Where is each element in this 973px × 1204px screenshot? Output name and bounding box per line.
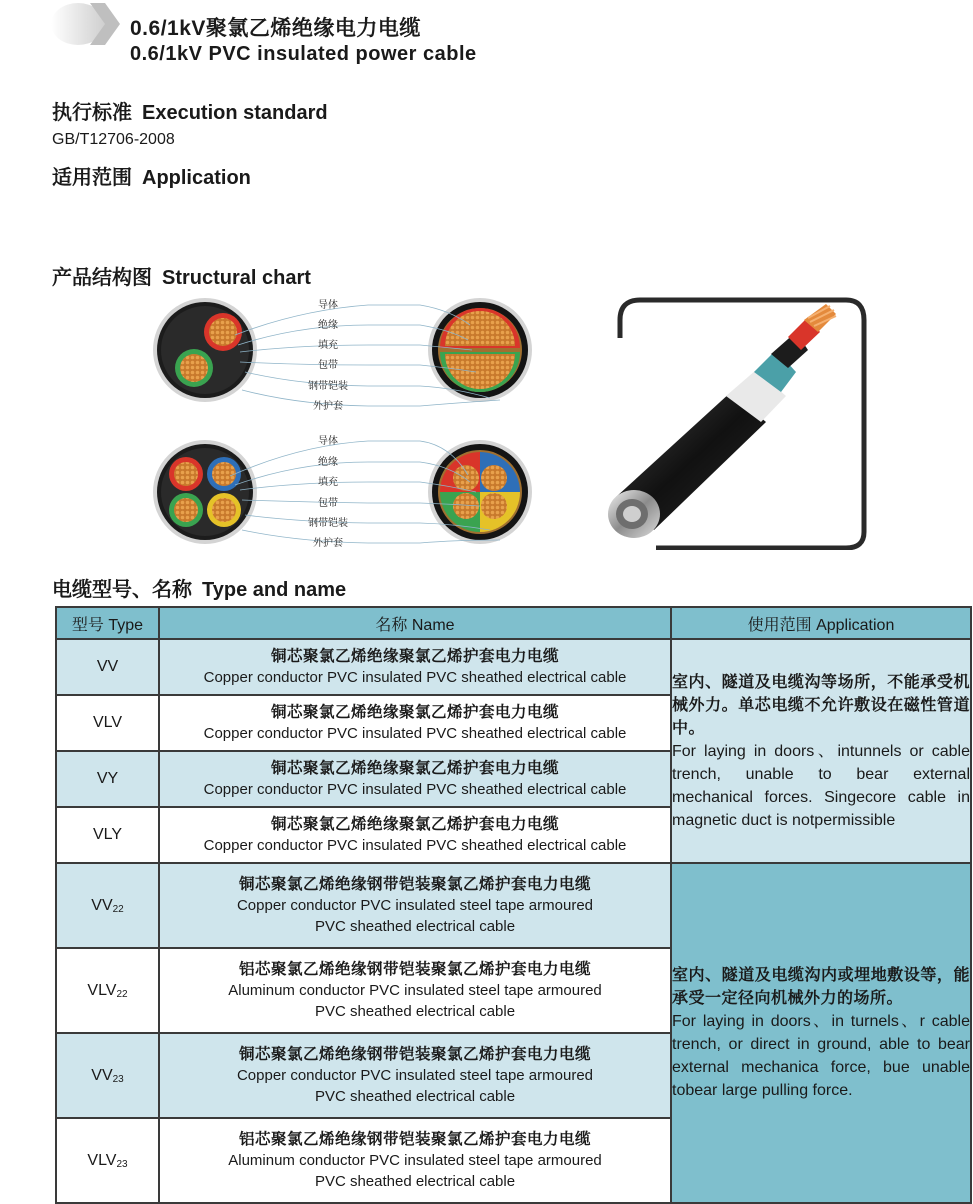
execution-standard-en: Execution standard [142, 102, 328, 124]
label-bottom-filler: 填充 [318, 477, 338, 488]
title-block [50, 2, 510, 66]
four-core-section-left [153, 440, 257, 544]
application-cn: 适用范围 [52, 167, 132, 189]
table-row [56, 639, 971, 695]
table-row [56, 863, 971, 948]
name-cell [159, 639, 671, 695]
name-en: Copper conductor PVC insulated steel tape armoured PVC sheathed electrical cable [236, 1067, 594, 1105]
name-cn: 铜芯聚氯乙烯绝缘钢带铠装聚氯乙烯护套电力电缆 [238, 876, 591, 893]
application-en: Application [142, 167, 251, 189]
application-cell-group2 [671, 863, 971, 1203]
title-badge-icon [50, 2, 125, 50]
structural-chart-cn: 产品结构图 [52, 267, 152, 289]
name-en: Copper conductor PVC insulated PVC sheathed electrical cable [203, 781, 627, 798]
title-cn: 0.6/1kV聚氯乙烯绝缘电力电缆 [130, 17, 421, 40]
label-top-armour: 钢带铠装 [308, 381, 348, 392]
type-cell [56, 1033, 159, 1118]
application-heading [52, 161, 251, 190]
name-en: Copper conductor PVC insulated PVC sheathed electrical cable [203, 837, 627, 854]
type-cell [56, 807, 159, 863]
name-cn: 铜芯聚氯乙烯绝缘钢带铠装聚氯乙烯护套电力电缆 [238, 1046, 591, 1063]
name-en: Copper conductor PVC insulated PVC sheathed electrical cable [203, 725, 627, 742]
name-cell [159, 1118, 671, 1203]
type-subscript: 23 [116, 1158, 128, 1170]
name-en: Copper conductor PVC insulated PVC sheathed electrical cable [203, 669, 627, 686]
label-bottom-conductor: 导体 [318, 436, 338, 447]
header-name: 名称 Name [159, 607, 671, 639]
name-cell [159, 695, 671, 751]
name-en: Copper conductor PVC insulated steel tape armoured PVC sheathed electrical cable [236, 897, 594, 935]
cable-spec-table [55, 606, 972, 1204]
name-cn: 铝芯聚氯乙烯绝缘钢带铠装聚氯乙烯护套电力电缆 [238, 1131, 591, 1148]
type-code: VLV [92, 714, 123, 731]
name-cn: 铜芯聚氯乙烯绝缘聚氯乙烯护套电力电缆 [270, 648, 559, 665]
table-header-row [56, 607, 971, 639]
type-cell [56, 948, 159, 1033]
type-cell [56, 863, 159, 948]
application-group2-en: For laying in doors、in turnels、r cable trench, or direct in ground, able to bear external mechanica force, bue unable tobear large pulling force. [672, 1013, 970, 1099]
name-cell [159, 1033, 671, 1118]
label-top-conductor: 导体 [318, 300, 338, 311]
type-cell [56, 695, 159, 751]
type-cell [56, 751, 159, 807]
type-code: VLV [87, 981, 117, 999]
name-cn: 铜芯聚氯乙烯绝缘聚氯乙烯护套电力电缆 [270, 760, 559, 777]
structural-chart-en: Structural chart [162, 267, 311, 289]
cable-photo [596, 292, 868, 550]
cable-cross-section-diagram [150, 290, 570, 555]
cable-body [608, 304, 836, 538]
title-en: 0.6/1kV PVC insulated power cable [130, 43, 477, 65]
label-bottom-sheath: 外护套 [313, 538, 343, 549]
application-group2-cn: 室内、隧道及电缆沟内或埋地敷设等，能承受一定径向机械外力的场所。 [672, 967, 970, 1007]
application-group1-en: For laying in doors、intunnels or cable trench, unable to bear external mechanical forces. Singecore cable in magnetic duct is notpermissible [672, 742, 970, 829]
label-top-filler: 填充 [318, 340, 338, 351]
type-code: VV [96, 658, 119, 675]
name-cn: 铜芯聚氯乙烯绝缘聚氯乙烯护套电力电缆 [270, 816, 559, 833]
name-cell [159, 751, 671, 807]
name-en: Aluminum conductor PVC insulated steel tape armoured PVC sheathed electrical cable [228, 1152, 602, 1190]
execution-standard-heading [52, 96, 328, 125]
header-type: 型号 Type [56, 607, 159, 639]
label-bottom-armour: 钢带铠装 [308, 518, 348, 529]
two-core-section-right [428, 298, 532, 402]
structural-chart-heading [52, 261, 311, 290]
application-group1-cn: 室内、隧道及电缆沟等场所，不能承受机械外力。单芯电缆不允许敷设在磁性管道中。 [672, 673, 970, 737]
type-code: VLV [87, 1151, 117, 1169]
type-code: VV [91, 1066, 113, 1084]
label-top-insulation: 绝缘 [318, 320, 338, 331]
type-code: VV [91, 896, 113, 914]
type-name-cn: 电缆型号、名称 [52, 579, 192, 601]
name-cell [159, 948, 671, 1033]
name-cell [159, 863, 671, 948]
type-code: VY [96, 770, 119, 787]
label-bottom-insulation: 绝缘 [318, 457, 338, 468]
name-cn: 铝芯聚氯乙烯绝缘钢带铠装聚氯乙烯护套电力电缆 [238, 961, 591, 978]
type-code: VLY [92, 826, 123, 843]
name-cn: 铜芯聚氯乙烯绝缘聚氯乙烯护套电力电缆 [270, 704, 559, 721]
standard-value: GB/T12706-2008 [52, 131, 175, 148]
label-top-sheath: 外护套 [313, 401, 343, 412]
type-subscript: 23 [112, 1073, 124, 1085]
header-application: 使用范围 Application [671, 607, 971, 639]
two-core-section-left [153, 298, 257, 402]
application-cell-group1 [671, 639, 971, 863]
type-name-heading [52, 573, 346, 602]
type-cell [56, 1118, 159, 1203]
name-cell [159, 807, 671, 863]
type-subscript: 22 [116, 988, 128, 1000]
label-bottom-tape: 包带 [318, 498, 338, 509]
type-cell [56, 639, 159, 695]
type-subscript: 22 [112, 903, 124, 915]
type-name-en: Type and name [202, 579, 347, 601]
name-en: Aluminum conductor PVC insulated steel tape armoured PVC sheathed electrical cable [228, 982, 602, 1020]
execution-standard-cn: 执行标准 [52, 102, 132, 124]
label-top-tape: 包带 [318, 360, 338, 371]
